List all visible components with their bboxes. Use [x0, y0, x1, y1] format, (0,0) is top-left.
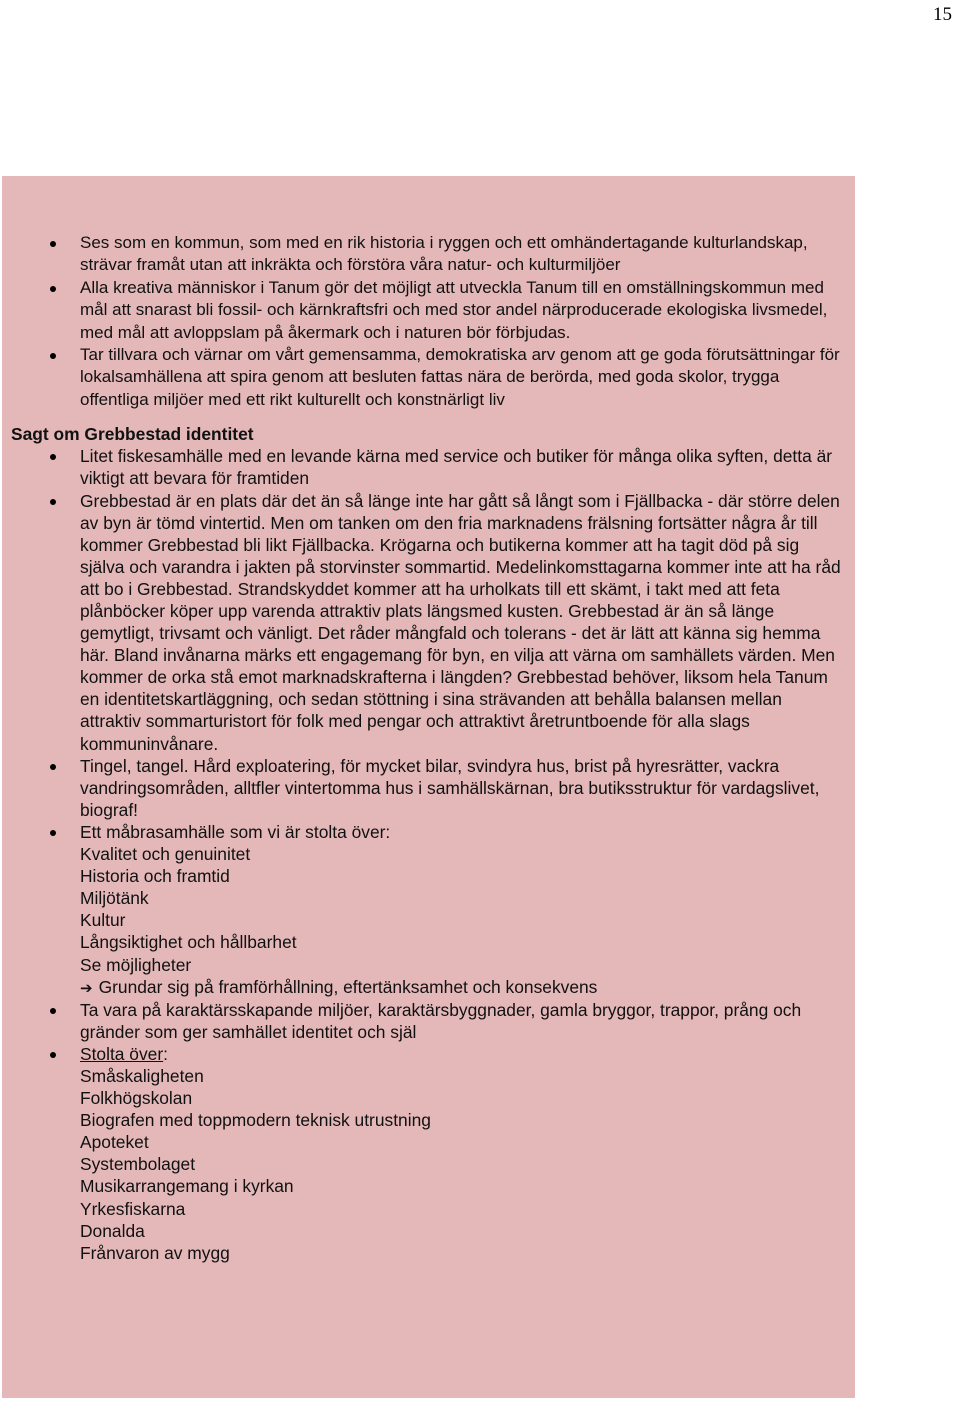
bullet-icon	[50, 1052, 56, 1058]
bullet-text: Grebbestad är en plats där det än så länge inte har gått så långt som i Fjällbacka - där större delen av byn är tömd vintertid. Men om tanken om den fria marknadens frälsning fortsätter några år till kommer Grebbestad bli likt Fjällbacka. Krögarna och butikerna kommer att ha tagit död på sig själva och varandra i jakten på storvinster sommartid. Medelinkomsttagarna kommer inte att ha råd att bo i Grebbestad. Strandskyddet kommer att ha urholkats till ett skämt, i takt med att feta plånböcker köper upp varenda attraktiv plats längsmed kusten. Grebbestad är än så länge gemytligt, trivsamt och vänligt. Det råder mångfald och tolerans - det är lätt att känna sig hemma här. Bland invånarna märks ett engagemang för byn, en vilja att värna om samhällets värden. Men kommer de orka stå emot marknadskrafterna i längden? Grebbestad behöver, liksom hela Tanum en identitetskartläggning, och sedan stöttning i sina strävanden att behålla balansen mellan attraktiv sommarturistort för folk med pengar och attraktivt åretruntboende för alla slags kommuninvånare.	[80, 490, 841, 754]
bullet-icon	[50, 286, 56, 292]
value-line: Långsiktighet och hållbarhet	[80, 932, 297, 953]
bullet-text: Ses som en kommun, som med en rik historia i ryggen och ett omhändertagande kulturlandskap, strävar framåt utan att inkräkta och förstöra våra natur- och kulturmiljöer	[80, 233, 808, 275]
proud-of-line: Donalda	[80, 1220, 145, 1241]
proud-of-label-line	[80, 1043, 847, 1065]
bullet-text: Litet fiskesamhälle med en levande kärna med service och butiker för många olika syften, detta är viktigt att bevara för framtiden	[80, 446, 833, 489]
proud-of-colon: :	[163, 1043, 168, 1064]
list-item	[0, 490, 855, 755]
list-item	[0, 232, 855, 277]
document-body	[0, 232, 855, 1264]
proud-of-label: Stolta över	[80, 1043, 164, 1064]
value-line: Miljötänk	[80, 888, 149, 909]
list-item	[0, 755, 855, 821]
arrow-line-text: Grundar sig på framförhållning, eftertänksamhet och konsekvens	[98, 976, 598, 997]
proud-of-line: Frånvaron av mygg	[80, 1242, 230, 1263]
bullet-icon	[50, 499, 56, 505]
value-line: Kultur	[80, 910, 126, 931]
proud-of-line: Folkhögskolan	[80, 1088, 193, 1109]
bullet-text: Tingel, tangel. Hård exploatering, för mycket bilar, svindyra hus, brist på hyresrätter, vackra vandringsområden, alltfler vintertomma hus i samhällskärnan, bra butiksstruktur för vardagslivet, biograf!	[80, 755, 820, 820]
value-line: Kvalitet och genuinitet	[80, 844, 251, 865]
list-item	[0, 999, 855, 1043]
list-item	[0, 277, 855, 344]
values-list	[80, 843, 847, 999]
identity-bullet-list	[0, 445, 855, 1263]
list-item	[0, 1043, 855, 1264]
bullet-text: Alla kreativa människor i Tanum gör det möjligt att utveckla Tanum till en omställningskommun med mål att snarast bli fossil- och kärnkraftsfri och med stor andel närproducerade ekologiska livsmedel, med mål att avloppslam på åkermark och i naturen bör förbjudas.	[80, 277, 828, 342]
bullet-icon	[50, 353, 56, 359]
bullet-icon	[50, 764, 56, 770]
value-line: Historia och framtid	[80, 866, 230, 887]
list-item	[0, 445, 855, 489]
list-item	[0, 821, 855, 999]
proud-of-line: Biografen med toppmodern teknisk utrustning	[80, 1110, 431, 1131]
proud-of-list	[80, 1065, 847, 1264]
list-item	[0, 344, 855, 411]
page-number: 15	[933, 4, 952, 25]
proud-of-line: Småskaligheten	[80, 1065, 204, 1086]
proud-of-line: Systembolaget	[80, 1154, 196, 1175]
bullet-text: Ett måbrasamhälle som vi är stolta över:	[80, 821, 391, 842]
proud-of-line: Yrkesfiskarna	[80, 1198, 186, 1219]
bullet-icon	[50, 241, 56, 247]
section-heading: Sagt om Grebbestad identitet	[11, 424, 254, 445]
arrow-line	[80, 976, 847, 999]
bullet-text: Tar tillvara och värnar om vårt gemensamma, demokratiska arv genom att ge goda förutsättningar för lokalsamhällena att spira genom att besluten fattas nära de berörda, med goda skolor, trygga offentliga miljöer med ett rikt kulturellt och konstnärligt liv	[80, 345, 840, 409]
bullet-icon	[50, 830, 56, 836]
value-line: Se möjligheter	[80, 954, 192, 975]
arrow-right-icon: ➔	[80, 978, 93, 997]
bullet-icon	[50, 454, 56, 460]
bullet-icon	[50, 1008, 56, 1014]
intro-bullet-list	[0, 232, 855, 411]
proud-of-line: Apoteket	[80, 1132, 149, 1153]
bullet-text: Ta vara på karaktärsskapande miljöer, karaktärsbyggnader, gamla bryggor, trappor, prång och gränder som ger samhället identitet och själ	[80, 999, 802, 1042]
proud-of-line: Musikarrangemang i kyrkan	[80, 1176, 294, 1197]
